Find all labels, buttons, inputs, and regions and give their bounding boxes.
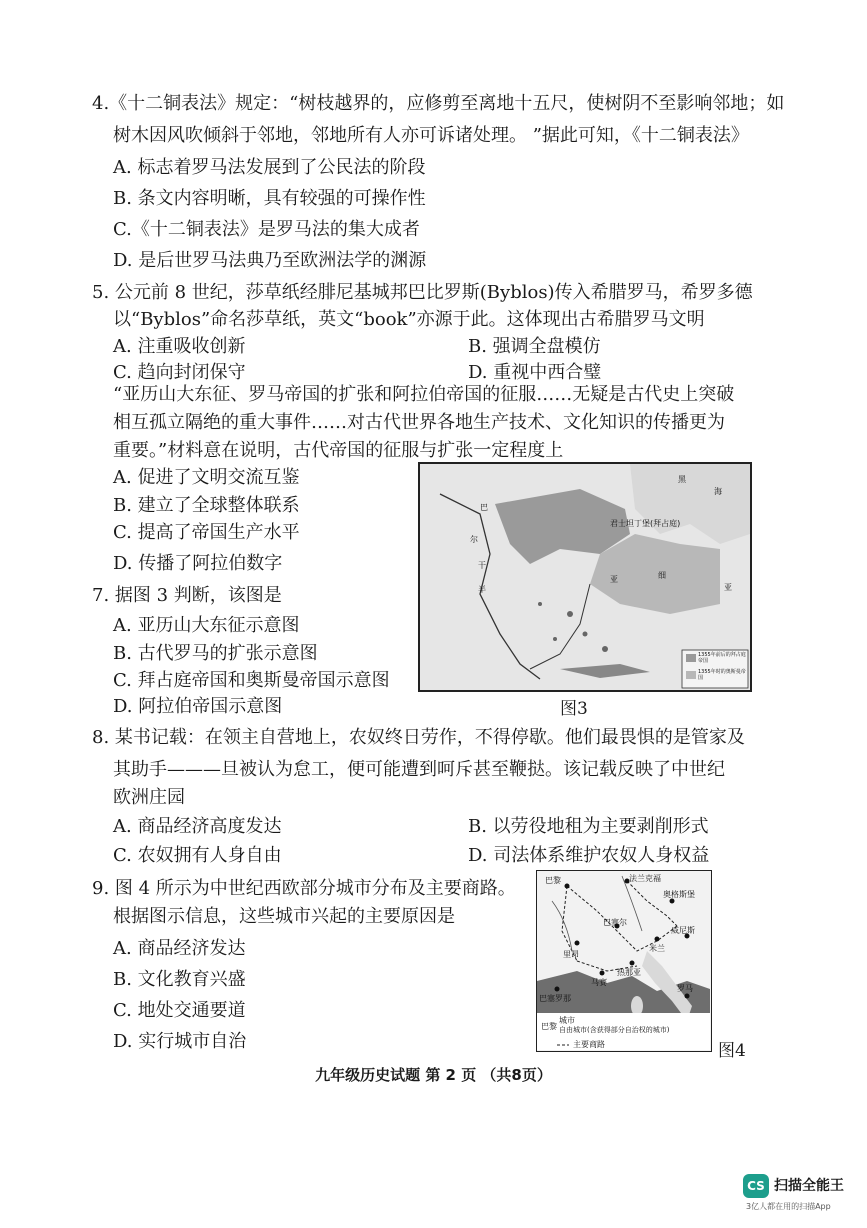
q7-stem: 7. 据图 3 判断，该图是: [92, 585, 282, 606]
q6-stem-line2: 相互孤立隔绝的重大事件……对古代世界各地生产技术、文化知识的传播更为: [113, 412, 725, 433]
camscanner-tagline: 3亿人都在用的扫描App: [746, 1202, 831, 1211]
fig4-city-lyon: 里昂: [563, 950, 579, 959]
fig3-label-constantinople: 君士坦丁堡(拜占庭): [610, 519, 681, 528]
q6-option-d: D. 传播了阿拉伯数字: [113, 553, 283, 574]
fig3-label-er: 尔: [470, 535, 478, 544]
q6-option-c: C. 提高了帝国生产水平: [113, 522, 300, 543]
q9-option-d: D. 实行城市自治: [113, 1031, 247, 1052]
fig3-legend-ottoman: 1355年时的奥斯曼帝国: [698, 669, 746, 681]
fig4-city-paris: 巴黎: [545, 876, 561, 885]
page-footer: 九年级历史试题 第 2 页 （共8页）: [315, 1066, 552, 1084]
fig3-label-hai: 海: [714, 487, 722, 496]
fig4-city-barcelona: 巴塞罗那: [539, 994, 571, 1003]
q4-stem-line2: 树木因风吹倾斜于邻地，邻地所有人亦可诉诸处理。 ”据此可知，《十二铜表法》: [113, 125, 749, 146]
fig4-legend-marker: 巴黎: [541, 1022, 557, 1031]
q5-option-c: C. 趋向封闭保守: [113, 362, 246, 383]
q5-stem-line2: 以“Byblos”命名莎草纸，英文“book”亦源于此。这体现出古希腊罗马文明: [113, 309, 705, 330]
q4-option-b: B. 条文内容明晰，具有较强的可操作性: [113, 188, 426, 209]
fig4-city-venice: 威尼斯: [671, 926, 695, 935]
fig4-legend-route: 主要商路: [573, 1040, 605, 1049]
q8-option-a: A. 商品经济高度发达: [113, 816, 282, 837]
fig4-city-rome: 罗马: [677, 984, 693, 993]
q4-option-d: D. 是后世罗马法典乃至欧洲法学的渊源: [113, 250, 427, 271]
q8-stem-line1: 8. 某书记载：在领主自营地上，农奴终日劳作，不得停歇。他们最畏惧的是管家及: [92, 727, 745, 748]
fig4-city-frankfurt: 法兰克福: [629, 874, 661, 883]
q6-stem-line1: “亚历山大东征、罗马帝国的扩张和阿拉伯帝国的征服……无疑是古代史上突破: [113, 384, 735, 405]
fig4-legend-city: 城市: [559, 1016, 575, 1025]
fig4-city-genoa: 热那亚: [617, 968, 641, 977]
fig3-label-xi: 细: [658, 571, 666, 580]
fig4-city-basel: 巴塞尔: [603, 918, 627, 927]
q8-option-b: B. 以劳役地租为主要剥削形式: [468, 816, 709, 837]
q4-option-a: A. 标志着罗马法发展到了公民法的阶段: [113, 157, 426, 178]
q9-stem-line1: 9. 图 4 所示为中世纪西欧部分城市分布及主要商路。: [92, 878, 516, 899]
q5-option-b: B. 强调全盘模仿: [468, 336, 601, 357]
q6-option-a: A. 促进了文明交流互鉴: [113, 467, 300, 488]
q8-option-c: C. 农奴拥有人身自由: [113, 845, 282, 866]
q7-option-a: A. 亚历山大东征示意图: [113, 615, 300, 636]
fig4-city-milan: 米兰: [649, 944, 665, 953]
q4-option-c: C.《十二铜表法》是罗马法的集大成者: [113, 219, 420, 240]
q7-option-b: B. 古代罗马的扩张示意图: [113, 643, 318, 664]
fig4-city-augsburg: 奥格斯堡: [663, 890, 695, 899]
fig4-city-marseille: 马赛: [591, 978, 607, 987]
fig3-label-ya2: 亚: [724, 583, 732, 592]
fig3-label-ya: 亚: [610, 575, 618, 584]
q8-stem-line3: 欧洲庄园: [113, 787, 185, 808]
q8-stem-line2: 其助手———旦被认为怠工，便可能遭到呵斥甚至鞭挞。该记载反映了中世纪: [113, 759, 725, 780]
fig4-legend-free-city: 自由城市(含获得部分自治权的城市): [559, 1026, 670, 1034]
figure-3-map: [418, 462, 752, 692]
figure-3-caption: 图3: [560, 699, 588, 719]
q9-option-a: A. 商品经济发达: [113, 938, 246, 959]
q9-option-c: C. 地处交通要道: [113, 1000, 246, 1021]
q5-option-a: A. 注重吸收创新: [113, 336, 246, 357]
q4-stem-line1: 4.《十二铜表法》规定：“树枝越界的，应修剪至离地十五尺，使树阴不至影响邻地；如: [92, 93, 785, 114]
q9-stem-line2: 根据图示信息，这些城市兴起的主要原因是: [113, 906, 455, 927]
figure-4-caption: 图4: [718, 1041, 746, 1061]
fig3-label-ban: 半: [478, 585, 486, 594]
q6-option-b: B. 建立了全球整体联系: [113, 495, 300, 516]
q7-option-c: C. 拜占庭帝国和奥斯曼帝国示意图: [113, 670, 390, 691]
fig3-legend-byzantine: 1355年前后的拜占庭帝国: [698, 652, 746, 664]
figure-4-map: [536, 870, 712, 1052]
q7-option-d: D. 阿拉伯帝国示意图: [113, 696, 283, 717]
fig3-label-hei: 黑: [678, 475, 686, 484]
q9-option-b: B. 文化教育兴盛: [113, 969, 246, 990]
fig3-label-ba: 巴: [480, 503, 488, 512]
q8-option-d: D. 司法体系维护农奴人身权益: [468, 845, 710, 866]
q5-stem-line1: 5. 公元前 8 世纪，莎草纸经腓尼基城邦巴比罗斯(Byblos)传入希腊罗马，希罗多德: [92, 282, 753, 303]
fig3-label-gan: 干: [478, 561, 486, 570]
q5-option-d: D. 重视中西合璧: [468, 362, 602, 383]
q6-stem-line3: 重要。”材料意在说明，古代帝国的征服与扩张一定程度上: [113, 440, 564, 461]
camscanner-logo-icon: CS: [743, 1174, 769, 1198]
camscanner-brand: 扫描全能王: [774, 1178, 844, 1194]
